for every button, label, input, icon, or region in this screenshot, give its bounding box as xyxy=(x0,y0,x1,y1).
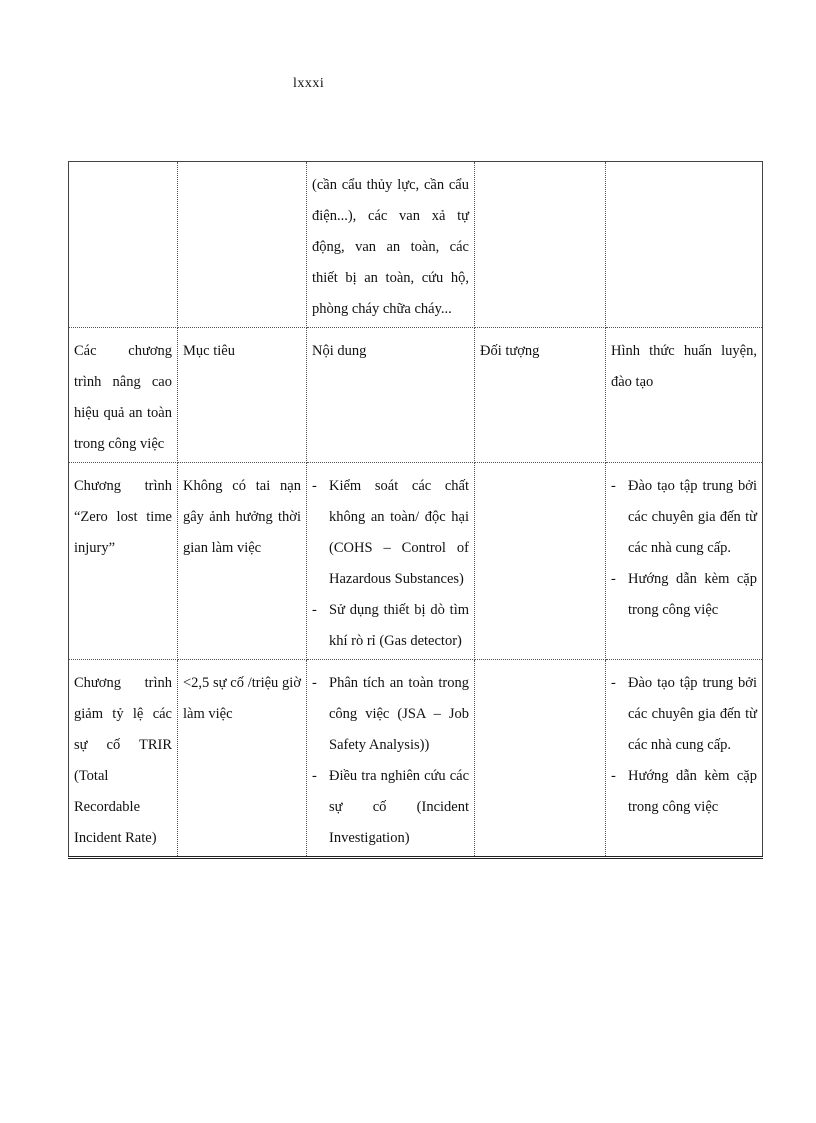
list-item: - Đào tạo tập trung bởi các chuyên gia đến từ các nhà cung cấp. xyxy=(611,471,757,564)
cell-program xyxy=(69,162,178,328)
cell-goal xyxy=(178,162,307,328)
cell-program: Chương trình “Zero lost time injury” xyxy=(69,463,178,660)
list-item: - Hướng dẫn kèm cặp trong công việc xyxy=(611,564,757,626)
cell-content xyxy=(307,162,475,328)
cell-target xyxy=(475,463,606,660)
table-row xyxy=(69,463,763,660)
header-target: Đối tượng xyxy=(475,328,606,463)
page-number: lxxxi xyxy=(293,76,325,91)
cell-target xyxy=(475,660,606,858)
table-header-row xyxy=(69,328,763,463)
table-row xyxy=(69,660,763,858)
cell-goal: Không có tai nạn gây ảnh hưởng thời gian làm việc xyxy=(178,463,307,660)
cell-training xyxy=(606,660,763,858)
list-item: - Sử dụng thiết bị dò tìm khí rò rỉ (Gas detector) xyxy=(312,595,469,657)
cell-training xyxy=(606,463,763,660)
cell-content xyxy=(307,660,475,858)
cell-program: Chương trình giảm tỷ lệ các sự cố TRIR (Total Recordable Incident Rate) xyxy=(69,660,178,858)
list-item: - Điều tra nghiên cứu các sự cố (Incident Investigation) xyxy=(312,761,469,854)
cell-goal: <2,5 sự cố /triệu giờ làm việc xyxy=(178,660,307,858)
cell-content xyxy=(307,463,475,660)
continuation-row xyxy=(69,162,763,328)
safety-program-table xyxy=(68,161,763,859)
header-content: Nội dung xyxy=(307,328,475,463)
list-item: - Kiểm soát các chất không an toàn/ độc hại (COHS – Control of Hazardous Substances) xyxy=(312,471,469,595)
header-program: Các chương trình nâng cao hiệu quả an toàn trong công việc xyxy=(69,328,178,463)
list-item: - Phân tích an toàn trong công việc (JSA – Job Safety Analysis)) xyxy=(312,668,469,761)
list-item: - Đào tạo tập trung bởi các chuyên gia đến từ các nhà cung cấp. xyxy=(611,668,757,761)
cell-target xyxy=(475,162,606,328)
header-training: Hình thức huấn luyện, đào tạo xyxy=(606,328,763,463)
list-item: - Hướng dẫn kèm cặp trong công việc xyxy=(611,761,757,823)
header-goal: Mục tiêu xyxy=(178,328,307,463)
cell-training xyxy=(606,162,763,328)
content-text: (cần cẩu thủy lực, cần cẩu điện...), các van xả tự động, van an toàn, các thiết bị an toàn, cứu hộ, phòng cháy chữa cháy... xyxy=(312,177,469,317)
